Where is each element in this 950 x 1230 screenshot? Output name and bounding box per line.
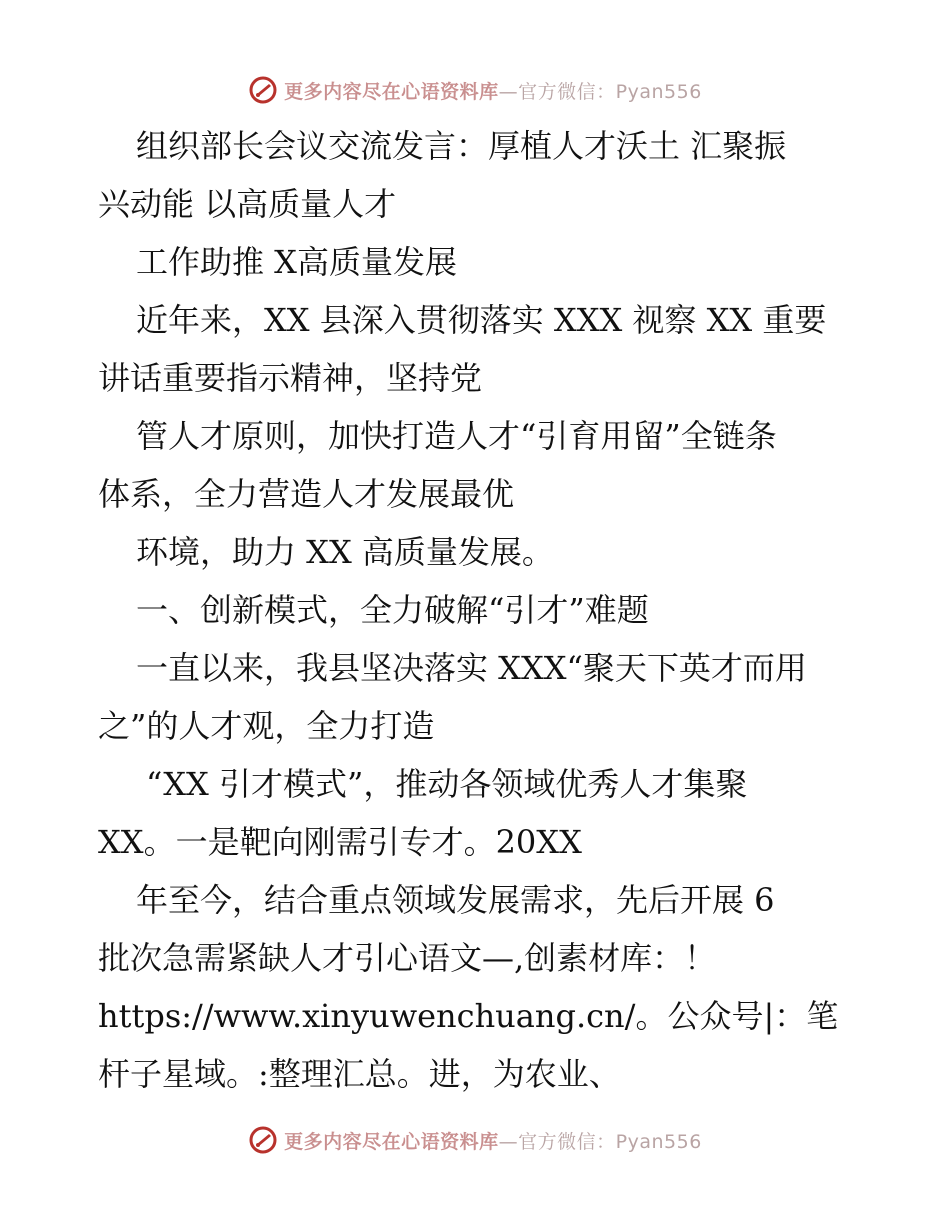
- text-line-9: 一、创新模式，全力破解“引才”难题: [136, 591, 649, 629]
- text-line-2: 兴动能 以高质量人才: [98, 185, 397, 223]
- text-line-15: 批次急需紧缺人才引心语文—,创素材库：！: [98, 939, 717, 977]
- text-line-3: 工作助推 X高质量发展: [136, 243, 457, 281]
- text-line-10: 一直以来，我县坚决落实 XXX“聚天下英才而用: [136, 649, 807, 687]
- text-line-4: 近年来，XX 县深入贯彻落实 XXX 视察 XX 重要: [136, 301, 827, 339]
- text-line-17: 杆子星域。:整理汇总。进，为农业、: [98, 1055, 621, 1093]
- header-banner-text: [284, 77, 702, 104]
- footer-banner-separator: —: [498, 1130, 519, 1153]
- header-banner-wechat: 官方微信：Pyan556: [518, 80, 702, 103]
- text-line-16: https://www.xinyuwenchuang.cn/。公众号|：笔: [98, 997, 839, 1035]
- header-banner-title: 更多内容尽在心语资料库: [284, 80, 499, 103]
- header-banner-separator: —: [498, 80, 519, 103]
- text-line-6: 管人才原则，加快打造人才“引育用留”全链条: [136, 417, 777, 455]
- text-line-1: 组织部长会议交流发言：厚植人才沃土 汇聚振: [136, 127, 787, 165]
- footer-banner-text: [284, 1127, 702, 1154]
- text-line-7: 体系，全力营造人才发展最优: [98, 475, 515, 513]
- footer-banner-title: 更多内容尽在心语资料库: [284, 1130, 499, 1153]
- text-line-8: 环境，助力 XX 高质量发展。: [136, 533, 554, 571]
- footer-banner-wechat: 官方微信：Pyan556: [518, 1130, 702, 1153]
- text-line-14: 年至今，结合重点领域发展需求，先后开展 6: [136, 881, 775, 919]
- xinyu-logo-icon: [248, 1125, 278, 1155]
- header-watermark-banner: [0, 70, 950, 110]
- text-line-11: 之”的人才观，全力打造: [98, 707, 435, 745]
- text-line-13: XX。一是靶向刚需引专才。20XX: [98, 823, 582, 861]
- footer-watermark-banner: [0, 1120, 950, 1160]
- text-line-12: “XX 引才模式”，推动各领域优秀人才集聚: [146, 765, 748, 803]
- text-line-5: 讲话重要指示精神，坚持党: [98, 359, 483, 397]
- document-body: [98, 117, 878, 1103]
- xinyu-logo-icon: [248, 75, 278, 105]
